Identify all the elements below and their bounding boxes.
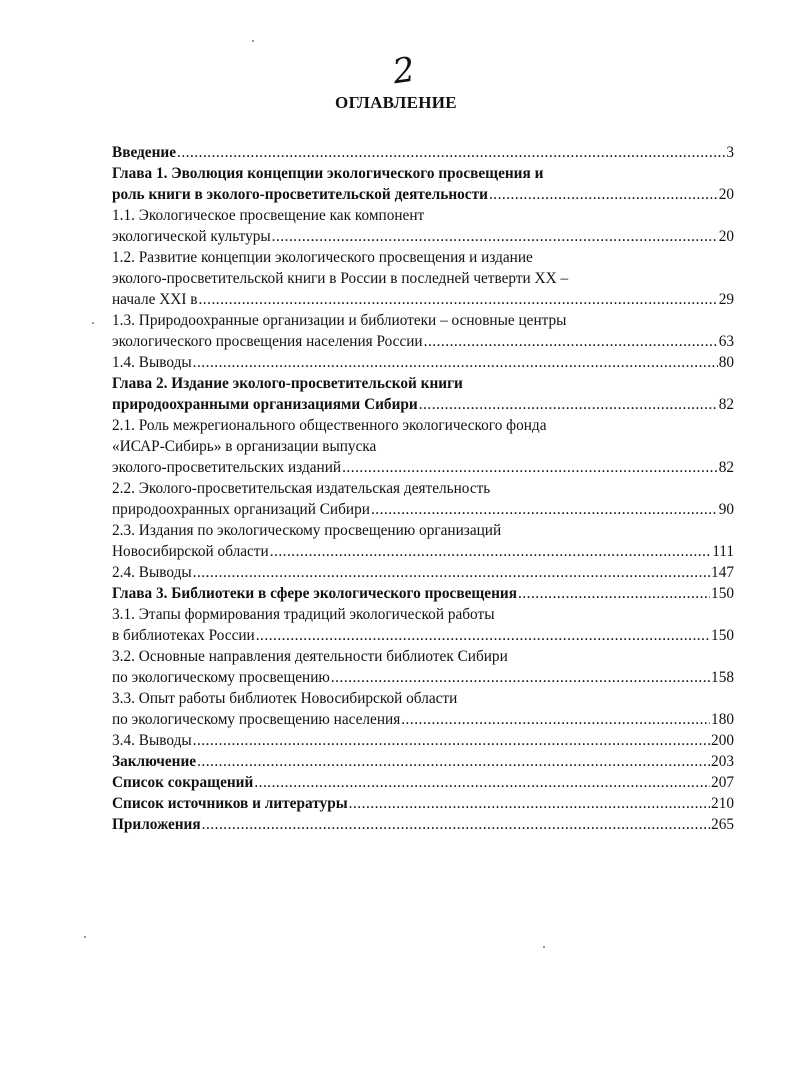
dot-leader <box>270 541 712 562</box>
dot-leader <box>254 772 710 793</box>
toc-entry-title: 3.4. Выводы <box>112 732 192 749</box>
dot-leader <box>193 352 718 373</box>
toc-entry <box>112 562 734 583</box>
toc-entry <box>112 142 734 163</box>
toc-entry-title: 3.1. Этапы формирования традиций экологической работы <box>112 606 495 623</box>
toc-entry <box>112 814 734 835</box>
toc-entry <box>112 625 734 646</box>
toc-entry <box>112 457 734 478</box>
toc-entry-title: природоохранными организациями Сибири <box>112 396 418 413</box>
scan-speck <box>84 936 86 938</box>
toc-entry <box>112 541 734 562</box>
dot-leader <box>202 814 710 835</box>
toc-entry-page: 63 <box>718 333 734 350</box>
toc-entry-title: Глава 3. Библиотеки в сфере экологического просвещения <box>112 585 517 602</box>
toc-entry-title: Список источников и литературы <box>112 795 348 812</box>
toc-entry-page: 158 <box>711 669 734 686</box>
toc-entry <box>112 184 734 205</box>
toc-entry-title: 3.3. Опыт работы библиотек Новосибирской области <box>112 690 458 707</box>
table-of-contents <box>112 142 734 835</box>
toc-entry <box>112 730 734 751</box>
toc-entry-title: экологического просвещения населения России <box>112 333 423 350</box>
toc-entry-title: 1.2. Развитие концепции экологического просвещения и издание <box>112 249 533 266</box>
dot-leader <box>331 667 710 688</box>
toc-entry-title: Введение <box>112 144 176 161</box>
toc-entry-title: «ИСАР-Сибирь» в организации выпуска <box>112 438 377 455</box>
toc-entry <box>112 583 734 604</box>
toc-entry-title: Список сокращений <box>112 774 254 791</box>
dot-leader <box>489 184 718 205</box>
dot-leader <box>342 457 718 478</box>
toc-entry <box>112 688 734 709</box>
page-title: ОГЛАВЛЕНИЕ <box>335 93 457 112</box>
toc-entry-page: 150 <box>711 627 734 644</box>
toc-entry <box>112 709 734 730</box>
toc-entry <box>112 751 734 772</box>
toc-entry <box>112 394 734 415</box>
toc-entry-title: Глава 1. Эволюция концепции экологического просвещения и <box>112 165 544 182</box>
dot-leader <box>518 583 710 604</box>
dot-leader <box>424 331 718 352</box>
toc-entry-page: 82 <box>718 396 734 413</box>
toc-entry-title: 1.1. Экологическое просвещение как компонент <box>112 207 425 224</box>
toc-entry <box>112 436 734 457</box>
toc-entry-title: Приложения <box>112 816 201 833</box>
toc-entry-title: начале XXI в <box>112 291 198 308</box>
toc-entry-page: 147 <box>711 564 734 581</box>
toc-entry-page: 90 <box>718 501 734 518</box>
toc-entry <box>112 520 734 541</box>
dot-leader <box>256 625 710 646</box>
dot-leader <box>349 793 710 814</box>
dot-leader <box>401 709 710 730</box>
toc-entry <box>112 226 734 247</box>
toc-entry-page: 20 <box>718 228 734 245</box>
toc-entry-page: 200 <box>711 732 734 749</box>
toc-entry-title: 1.3. Природоохранные организации и библиотеки – основные центры <box>112 312 567 329</box>
dot-leader <box>193 730 710 751</box>
toc-entry-title: 3.2. Основные направления деятельности библиотек Сибири <box>112 648 508 665</box>
toc-entry <box>112 772 734 793</box>
toc-entry <box>112 793 734 814</box>
toc-entry-page: 210 <box>711 795 734 812</box>
toc-entry-page: 20 <box>718 186 734 203</box>
toc-entry <box>112 331 734 352</box>
toc-entry-title: Новосибирской области <box>112 543 269 560</box>
toc-entry-page: 180 <box>711 711 734 728</box>
toc-entry-title: 2.3. Издания по экологическому просвещению организаций <box>112 522 502 539</box>
toc-entry-page: 111 <box>712 543 734 560</box>
dot-leader <box>177 142 725 163</box>
toc-entry-title: 1.4. Выводы <box>112 354 192 371</box>
toc-entry-title: экологической культуры <box>112 228 271 245</box>
toc-entry-title: по экологическому просвещению <box>112 669 330 686</box>
scan-speck <box>252 40 254 42</box>
toc-entry-title: по экологическому просвещению населения <box>112 711 401 728</box>
toc-entry <box>112 604 734 625</box>
toc-entry-title: 2.1. Роль межрегионального общественного экологического фонда <box>112 417 547 434</box>
toc-entry-title: роль книги в эколого-просветительской деятельности <box>112 186 488 203</box>
toc-entry-title: 2.2. Эколого-просветительская издательская деятельность <box>112 480 491 497</box>
toc-entry <box>112 667 734 688</box>
dot-leader <box>419 394 718 415</box>
toc-entry-title: в библиотеках России <box>112 627 255 644</box>
toc-entry <box>112 499 734 520</box>
toc-entry-title: эколого-просветительских изданий <box>112 459 342 476</box>
toc-entry <box>112 478 734 499</box>
toc-entry <box>112 352 734 373</box>
toc-entry-page: 29 <box>718 291 734 308</box>
toc-entry <box>112 310 734 331</box>
toc-entry <box>112 163 734 184</box>
dot-leader <box>272 226 718 247</box>
dot-leader <box>198 289 717 310</box>
toc-entry <box>112 289 734 310</box>
toc-entry-page: 82 <box>718 459 734 476</box>
toc-entry-title: Заключение <box>112 753 197 770</box>
toc-entry <box>112 646 734 667</box>
toc-entry-page: 150 <box>711 585 734 602</box>
toc-entry-title: эколого-просветительской книги в России в последней четверти ХХ – <box>112 270 569 287</box>
toc-entry-page: 203 <box>711 753 734 770</box>
handwritten-page-number: 2 <box>390 49 418 93</box>
scan-speck <box>543 946 545 948</box>
dot-leader <box>371 499 718 520</box>
toc-entry <box>112 247 734 268</box>
toc-entry-title: Глава 2. Издание эколого-просветительской книги <box>112 375 463 392</box>
toc-entry-page: 207 <box>711 774 734 791</box>
toc-entry-title: 2.4. Выводы <box>112 564 192 581</box>
toc-entry-page: 3 <box>726 144 734 161</box>
toc-entry <box>112 205 734 226</box>
toc-entry-page: 265 <box>711 816 734 833</box>
toc-entry-page: 80 <box>718 354 734 371</box>
dot-leader <box>193 562 710 583</box>
scan-speck <box>92 322 94 324</box>
toc-entry <box>112 268 734 289</box>
toc-entry-title: природоохранных организаций Сибири <box>112 501 370 518</box>
toc-entry <box>112 373 734 394</box>
dot-leader <box>197 751 710 772</box>
toc-entry <box>112 415 734 436</box>
